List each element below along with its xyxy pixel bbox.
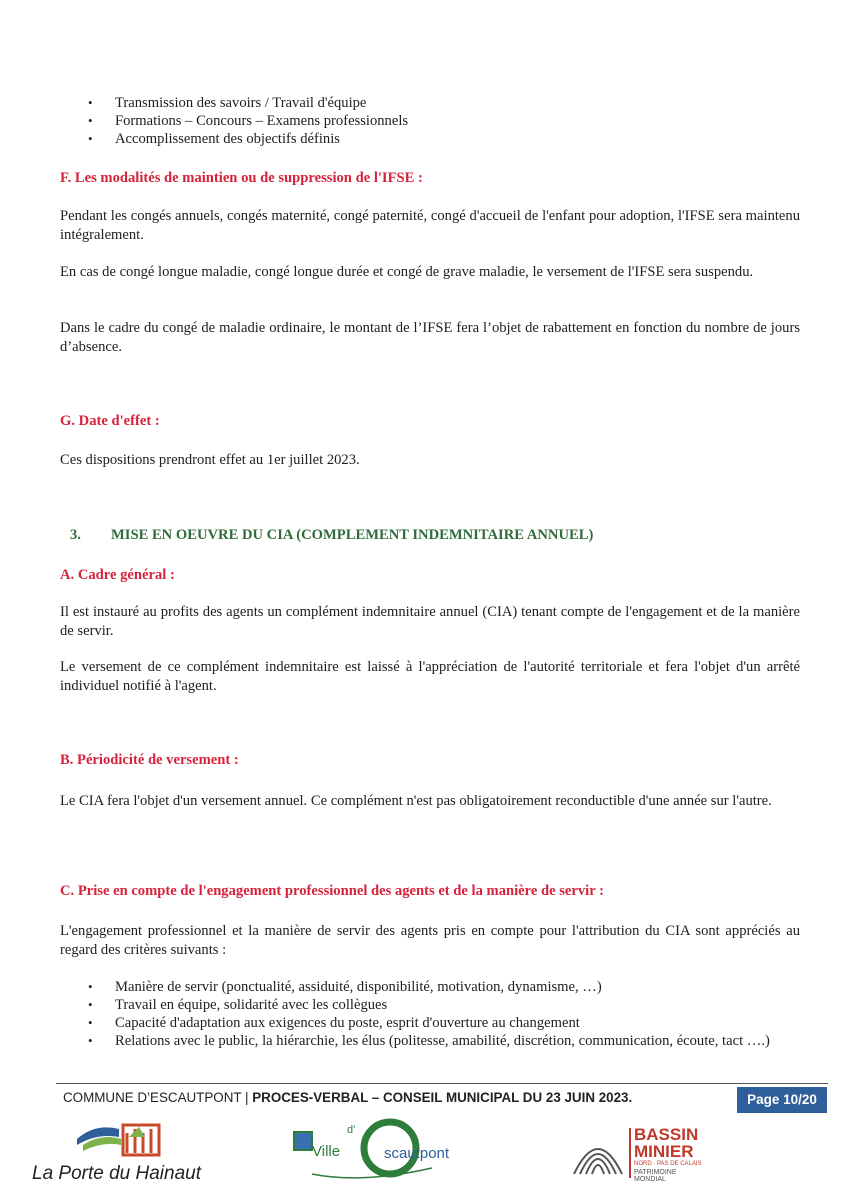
section-f-paragraph-3: Dans le cadre du congé de maladie ordinaire, le montant de l’IFSE fera l’objet de rabattement en fonction du nombre de jours d’absence. (60, 320, 800, 355)
section-a-paragraph-1: Il est instauré au profits des agents un complément indemnitaire annuel (CIA) tenant compte de l'engagement et de la manière de servir. (60, 604, 800, 639)
section-b-heading: B. Périodicité de versement : (60, 752, 239, 768)
section-a-paragraph-2: Le versement de ce complément indemnitaire est laissé à l'appréciation de l'autorité territoriale et fera l'objet d'un arrêté individuel notifié à l'agent. (60, 659, 800, 694)
section-f-heading: F. Les modalités de maintien ou de suppression de l'IFSE : (60, 170, 423, 186)
escautpont-text: scautpont (384, 1145, 450, 1162)
ville-text: Ville (312, 1143, 341, 1160)
patrimoine-mondial-text: PATRIMOINE MONDIAL (634, 1169, 677, 1183)
footer-title: PROCES-VERBAL – CONSEIL MUNICIPAL DU 23 JUIN 2023. (252, 1090, 633, 1105)
minier-text: MINIER (634, 1142, 694, 1161)
criteria-list (88, 978, 800, 1050)
criteria-list-top (88, 94, 808, 148)
list-item: • Capacité d'adaptation aux exigences du poste, esprit d'ouverture au changement (88, 1014, 800, 1032)
section-b-paragraph: Le CIA fera l'objet d'un versement annuel. Ce complément n'est pas obligatoirement reconductible d'une année sur l'autre. (60, 793, 772, 809)
hainaut-logo-text: La Porte du Hainaut (32, 1163, 202, 1184)
hainaut-emblem-icon (75, 1115, 185, 1159)
nord-pas-de-calais-text: NORD · PAS DE CALAIS (634, 1161, 702, 1167)
escautpont-logo (292, 1118, 452, 1190)
bassin-minier-emblem-icon (570, 1128, 626, 1178)
footer-caption (63, 1090, 632, 1105)
bassin-divider (629, 1128, 631, 1178)
porte-du-hainaut-logo (30, 1115, 210, 1190)
section-g-paragraph: Ces dispositions prendront effet au 1er juillet 2023. (60, 452, 360, 468)
page-number-badge: Page 10/20 (737, 1087, 827, 1113)
list-item: • Relations avec le public, la hiérarchie, les élus (politesse, amabilité, discrétion, communication, écoute, tact ….) (88, 1032, 800, 1050)
section-3-number: 3. (70, 527, 81, 543)
bassin-text: BASSIN (634, 1125, 699, 1144)
footer-divider (56, 1083, 828, 1084)
section-f-paragraph-1: Pendant les congés annuels, congés maternité, congé paternité, congé d'accueil de l'enfant pour adoption, l'IFSE sera maintenu intégralement. (60, 208, 800, 243)
section-c-heading: C. Prise en compte de l'engagement professionnel des agents et de la manière de servir : (60, 883, 604, 899)
ville-d-text: d' (347, 1124, 356, 1136)
list-item: • Formations – Concours – Examens professionnels (88, 112, 808, 130)
list-item: • Manière de servir (ponctualité, assiduité, disponibilité, motivation, dynamisme, …) (88, 978, 800, 996)
section-a-heading: A. Cadre général : (60, 567, 175, 583)
section-c-paragraph: L'engagement professionnel et la manière de servir des agents pris en compte pour l'attribution du CIA sont appréciés au regard des critères suivants : (60, 923, 800, 958)
section-3-title: MISE EN OEUVRE DU CIA (COMPLEMENT INDEMNITAIRE ANNUEL) (111, 527, 594, 543)
list-item: • Travail en équipe, solidarité avec les collègues (88, 996, 800, 1014)
list-item: • Accomplissement des objectifs définis (88, 130, 808, 148)
list-item: • Transmission des savoirs / Travail d'équipe (88, 94, 808, 112)
section-g-heading: G. Date d'effet : (60, 413, 160, 429)
bassin-minier-logo (570, 1125, 710, 1184)
footer-commune: COMMUNE D’ESCAUTPONT | (63, 1090, 253, 1105)
section-f-paragraph-2: En cas de congé longue maladie, congé longue durée et congé de grave maladie, le versement de l'IFSE sera suspendu. (60, 264, 754, 280)
